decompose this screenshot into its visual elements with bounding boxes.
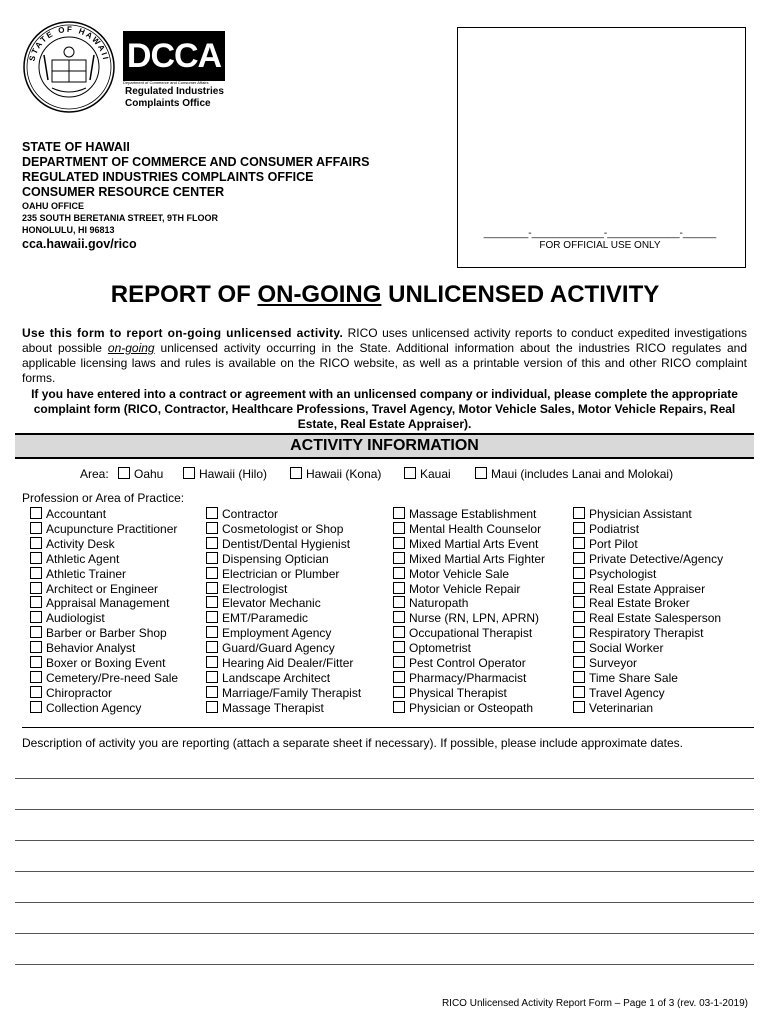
- profession-label-text: Mixed Martial Arts Event: [409, 536, 539, 551]
- checkbox[interactable]: [206, 701, 218, 713]
- checkbox[interactable]: [30, 507, 42, 519]
- profession-option[interactable]: [393, 537, 545, 552]
- checkbox[interactable]: [30, 567, 42, 579]
- intro-bold: Use this form to report on-going unlicensed activity.: [22, 326, 344, 340]
- profession-option[interactable]: [393, 582, 545, 597]
- office-line: OAHU OFFICE: [22, 201, 84, 211]
- section-header: ACTIVITY INFORMATION: [15, 433, 754, 459]
- profession-label-text: Mental Health Counselor: [409, 521, 542, 536]
- checkbox[interactable]: [30, 611, 42, 623]
- checkbox[interactable]: [206, 582, 218, 594]
- profession-option[interactable]: [30, 701, 178, 716]
- seal-icon: [22, 20, 116, 114]
- area-option-hilo[interactable]: [183, 467, 267, 482]
- profession-option[interactable]: [30, 522, 178, 537]
- title-suffix: UNLICENSED ACTIVITY: [381, 281, 660, 308]
- checkbox[interactable]: [393, 552, 405, 564]
- profession-option[interactable]: [206, 596, 361, 611]
- checkbox[interactable]: [206, 537, 218, 549]
- profession-option[interactable]: [573, 671, 723, 686]
- area-option-kauai[interactable]: [404, 467, 451, 482]
- agency-line: DEPARTMENT OF COMMERCE AND CONSUMER AFFAIRS: [22, 155, 370, 169]
- profession-label-text: Hearing Aid Dealer/Fitter: [222, 656, 354, 671]
- profession-label-text: Appraisal Management: [46, 596, 170, 611]
- agency-line: CONSUMER RESOURCE CENTER: [22, 185, 225, 199]
- checkbox[interactable]: [393, 671, 405, 683]
- area-option-kona[interactable]: [290, 467, 381, 482]
- profession-label-text: Contractor: [222, 507, 279, 521]
- profession-label-text: Occupational Therapist: [409, 626, 533, 641]
- profession-option[interactable]: [573, 596, 723, 611]
- profession-label-text: Pharmacy/Pharmacist: [409, 670, 527, 685]
- description-line[interactable]: [15, 964, 754, 965]
- checkbox[interactable]: [573, 567, 585, 579]
- area-option-label: Maui (includes Lanai and Molokai): [491, 467, 674, 481]
- profession-label-text: Physician or Osteopath: [409, 700, 534, 715]
- checkbox[interactable]: [573, 671, 585, 683]
- checkbox[interactable]: [393, 701, 405, 713]
- profession-label-text: Real Estate Appraiser: [589, 581, 706, 596]
- description-line[interactable]: [15, 809, 754, 810]
- profession-option[interactable]: [206, 537, 361, 552]
- profession-option[interactable]: [393, 701, 545, 716]
- checkbox[interactable]: [206, 641, 218, 653]
- profession-option[interactable]: [393, 596, 545, 611]
- checkbox[interactable]: [393, 611, 405, 623]
- profession-column: [573, 507, 723, 716]
- checkbox[interactable]: [183, 467, 195, 479]
- website-link[interactable]: cca.hawaii.gov/rico: [22, 237, 137, 251]
- profession-label-text: Cemetery/Pre-need Sale: [46, 670, 179, 685]
- profession-label-text: Massage Therapist: [222, 700, 324, 715]
- profession-label-text: Athletic Agent: [46, 551, 120, 566]
- profession-option[interactable]: [30, 626, 178, 641]
- intro-text: unlicensed activity occurring in the State. Additional information about the industries RICO regulates and applicable licensing laws and rules is available on the RICO website, as well as a printable version of this and other RICO complaint forms.: [22, 341, 748, 385]
- checkbox[interactable]: [393, 567, 405, 579]
- profession-label-text: Travel Agency: [589, 685, 665, 700]
- area-option-label: Kauai: [420, 467, 451, 481]
- profession-option[interactable]: [206, 567, 361, 582]
- profession-option[interactable]: [206, 522, 361, 537]
- description-line[interactable]: [15, 933, 754, 934]
- profession-option[interactable]: [573, 567, 723, 582]
- checkbox[interactable]: [393, 522, 405, 534]
- profession-label-text: Accountant: [46, 507, 107, 521]
- profession-label-text: Real Estate Salesperson: [589, 611, 722, 626]
- profession-label-text: Mixed Martial Arts Fighter: [409, 551, 546, 566]
- official-use-number-line: ________-_____________-_____________-______: [483, 228, 717, 239]
- checkbox[interactable]: [573, 582, 585, 594]
- area-option-label: Oahu: [134, 467, 164, 481]
- profession-label-text: Elevator Mechanic: [222, 596, 321, 611]
- profession-option[interactable]: [30, 656, 178, 671]
- profession-label-text: Dispensing Optician: [222, 551, 329, 566]
- area-option-label: Hawaii (Kona): [306, 467, 382, 481]
- checkbox[interactable]: [393, 537, 405, 549]
- checkbox[interactable]: [393, 596, 405, 608]
- profession-label-text: Cosmetologist or Shop: [222, 521, 344, 536]
- profession-label-text: Physician Assistant: [589, 507, 692, 521]
- profession-column: [393, 507, 545, 716]
- profession-label-text: Athletic Trainer: [46, 566, 127, 581]
- profession-option[interactable]: [393, 552, 545, 567]
- profession-option[interactable]: [393, 626, 545, 641]
- profession-option[interactable]: [206, 701, 361, 716]
- profession-column: [206, 507, 361, 716]
- profession-label-text: Landscape Architect: [222, 670, 331, 685]
- profession-option[interactable]: [206, 552, 361, 567]
- description-line[interactable]: [15, 902, 754, 903]
- profession-option[interactable]: [573, 686, 723, 701]
- checkbox[interactable]: [573, 686, 585, 698]
- checkbox[interactable]: [573, 596, 585, 608]
- emphasis-paragraph: If you have entered into a contract or agreement with an unlicensed company or individual, please complete the appropriate complaint form (RICO, Contractor, Healthcare Professions, Travel Agency, Motor Vehicle Sales, Motor Vehicle Repairs, Real Estate, Real Estate Appraiser).: [31, 387, 738, 431]
- description-line[interactable]: [15, 871, 754, 872]
- checkbox[interactable]: [573, 522, 585, 534]
- area-option-oahu[interactable]: [118, 467, 163, 482]
- checkbox[interactable]: [290, 467, 302, 479]
- profession-option[interactable]: [30, 507, 178, 522]
- checkbox[interactable]: [30, 537, 42, 549]
- profession-label-text: Electrologist: [222, 581, 288, 596]
- logo-department: Department of Commerce and Consumer Affairs: [123, 80, 209, 85]
- profession-label-text: Podiatrist: [589, 521, 640, 536]
- profession-option[interactable]: [393, 641, 545, 656]
- profession-label-text: Guard/Guard Agency: [222, 641, 335, 656]
- profession-label-text: Employment Agency: [222, 626, 332, 641]
- profession-label-text: Massage Establishment: [409, 507, 537, 521]
- profession-option[interactable]: [573, 537, 723, 552]
- checkbox[interactable]: [30, 686, 42, 698]
- profession-option[interactable]: [393, 611, 545, 626]
- profession-label-text: Respiratory Therapist: [589, 626, 704, 641]
- profession-label-text: Nurse (RN, LPN, APRN): [409, 611, 540, 626]
- profession-label-text: Collection Agency: [46, 700, 142, 715]
- page-footer: RICO Unlicensed Activity Report Form – Page 1 of 3 (rev. 03-1-2019): [441, 998, 748, 1009]
- checkbox[interactable]: [206, 611, 218, 623]
- office-line: 235 SOUTH BERETANIA STREET, 9TH FLOOR: [22, 213, 219, 223]
- checkbox[interactable]: [393, 686, 405, 698]
- profession-option[interactable]: [393, 567, 545, 582]
- profession-option[interactable]: [206, 507, 361, 522]
- checkbox[interactable]: [30, 641, 42, 653]
- agency-address-block: [22, 140, 442, 252]
- profession-label-text: Chiropractor: [46, 685, 113, 700]
- profession-column: [30, 507, 178, 716]
- profession-label-text: Dentist/Dental Hygienist: [222, 536, 351, 551]
- profession-label-text: Physical Therapist: [409, 685, 507, 700]
- profession-label: Profession or Area of Practice:: [22, 491, 185, 505]
- profession-option[interactable]: [30, 641, 178, 656]
- profession-option[interactable]: [206, 671, 361, 686]
- intro-italic: on-going: [107, 341, 155, 355]
- area-option-label: Hawaii (Hilo): [199, 467, 268, 481]
- profession-label-text: Private Detective/Agency: [589, 551, 724, 566]
- profession-option[interactable]: [573, 626, 723, 641]
- profession-label-text: Behavior Analyst: [46, 641, 136, 656]
- state-seal: [22, 20, 116, 114]
- profession-label-text: Motor Vehicle Sale: [409, 566, 510, 581]
- profession-label-text: Electrician or Plumber: [222, 566, 340, 581]
- checkbox[interactable]: [118, 467, 130, 479]
- profession-label-text: Naturopath: [409, 596, 469, 611]
- logo-subtitle-line: Regulated Industries: [125, 86, 224, 97]
- office-line: HONOLULU, HI 96813: [22, 225, 115, 235]
- checkbox[interactable]: [206, 522, 218, 534]
- profession-option[interactable]: [393, 507, 545, 522]
- checkbox[interactable]: [206, 656, 218, 668]
- checkbox[interactable]: [573, 611, 585, 623]
- checkbox[interactable]: [30, 626, 42, 638]
- profession-option[interactable]: [393, 671, 545, 686]
- profession-label-text: Marriage/Family Therapist: [222, 685, 362, 700]
- checkbox[interactable]: [573, 507, 585, 519]
- profession-option[interactable]: [206, 686, 361, 701]
- description-line[interactable]: [15, 840, 754, 841]
- checkbox[interactable]: [393, 626, 405, 638]
- profession-option[interactable]: [206, 611, 361, 626]
- dcca-logo: [123, 31, 225, 81]
- checkbox[interactable]: [573, 552, 585, 564]
- checkbox[interactable]: [30, 671, 42, 683]
- svg-text:STATE OF HAWAII: STATE OF HAWAII: [27, 24, 111, 63]
- profession-label-text: Boxer or Boxing Event: [46, 656, 166, 671]
- description-line[interactable]: [15, 778, 754, 779]
- logo-subtitle: [125, 86, 235, 110]
- profession-option[interactable]: [206, 582, 361, 597]
- profession-label-text: Veterinarian: [589, 700, 654, 715]
- profession-label-text: Acupuncture Practitioner: [46, 521, 178, 536]
- checkbox[interactable]: [475, 467, 487, 479]
- checkbox[interactable]: [206, 596, 218, 608]
- checkbox[interactable]: [206, 671, 218, 683]
- checkbox[interactable]: [30, 596, 42, 608]
- profession-label-text: Pest Control Operator: [409, 656, 526, 671]
- profession-label-text: Psychologist: [589, 566, 657, 581]
- checkbox[interactable]: [206, 567, 218, 579]
- profession-option[interactable]: [206, 656, 361, 671]
- official-use-label: FOR OFFICIAL USE ONLY: [539, 240, 661, 251]
- profession-label-text: EMT/Paramedic: [222, 611, 309, 626]
- checkbox[interactable]: [30, 656, 42, 668]
- agency-line: REGULATED INDUSTRIES COMPLAINTS OFFICE: [22, 170, 314, 184]
- profession-option[interactable]: [573, 507, 723, 522]
- checkbox[interactable]: [393, 656, 405, 668]
- title-prefix: REPORT OF: [110, 281, 258, 308]
- profession-option[interactable]: [30, 671, 178, 686]
- checkbox[interactable]: [573, 656, 585, 668]
- logo-text: DCCA: [126, 36, 222, 75]
- intro-text: RICO uses unlicensed activity reports to conduct expedited investigations about possible: [22, 326, 747, 355]
- profession-label-text: Social Worker: [589, 641, 664, 656]
- checkbox[interactable]: [30, 522, 42, 534]
- profession-label-text: Surveyor: [589, 656, 638, 671]
- checkbox[interactable]: [206, 686, 218, 698]
- checkbox[interactable]: [30, 582, 42, 594]
- checkbox[interactable]: [393, 582, 405, 594]
- profession-option[interactable]: [30, 686, 178, 701]
- profession-label-text: Port Pilot: [589, 536, 638, 551]
- profession-label-text: Architect or Engineer: [46, 581, 159, 596]
- checkbox[interactable]: [573, 701, 585, 713]
- profession-option[interactable]: [206, 641, 361, 656]
- profession-label-text: Optometrist: [409, 641, 472, 656]
- profession-option[interactable]: [30, 537, 178, 552]
- checkbox[interactable]: [393, 507, 405, 519]
- profession-label-text: Barber or Barber Shop: [46, 626, 167, 641]
- checkbox[interactable]: [393, 641, 405, 653]
- profession-label-text: Activity Desk: [46, 536, 115, 551]
- profession-label-text: Audiologist: [46, 611, 105, 626]
- profession-option[interactable]: [573, 701, 723, 716]
- profession-option[interactable]: [30, 567, 178, 582]
- checkbox[interactable]: [573, 537, 585, 549]
- intro-paragraph: [22, 326, 747, 386]
- profession-option[interactable]: [393, 656, 545, 671]
- checkbox[interactable]: [30, 701, 42, 713]
- logo-subtitle-line: Complaints Office: [125, 98, 211, 109]
- area-option-maui[interactable]: [475, 467, 673, 482]
- profession-option[interactable]: [30, 611, 178, 626]
- title-underlined: ON-GOING: [257, 281, 382, 308]
- checkbox[interactable]: [206, 507, 218, 519]
- profession-option[interactable]: [30, 552, 178, 567]
- page-title: [0, 281, 770, 309]
- profession-option[interactable]: [573, 582, 723, 597]
- divider: [22, 727, 754, 728]
- profession-label-text: Real Estate Broker: [589, 596, 690, 611]
- profession-option[interactable]: [393, 686, 545, 701]
- profession-option[interactable]: [573, 522, 723, 537]
- area-label: Area:: [80, 467, 109, 481]
- checkbox[interactable]: [206, 626, 218, 638]
- profession-label-text: Time Share Sale: [589, 670, 678, 685]
- checkbox[interactable]: [404, 467, 416, 479]
- profession-option[interactable]: [573, 641, 723, 656]
- checkbox[interactable]: [573, 641, 585, 653]
- agency-line: STATE OF HAWAII: [22, 140, 130, 154]
- profession-option[interactable]: [573, 552, 723, 567]
- description-label: Description of activity you are reporting (attach a separate sheet if necessary). If possible, please include approximate dates.: [22, 736, 684, 750]
- profession-option[interactable]: [30, 596, 178, 611]
- profession-label-text: Motor Vehicle Repair: [409, 581, 521, 596]
- checkbox[interactable]: [30, 552, 42, 564]
- profession-option[interactable]: [393, 522, 545, 537]
- checkbox[interactable]: [573, 626, 585, 638]
- profession-option[interactable]: [206, 626, 361, 641]
- profession-option[interactable]: [573, 611, 723, 626]
- profession-option[interactable]: [30, 582, 178, 597]
- profession-option[interactable]: [573, 656, 723, 671]
- checkbox[interactable]: [206, 552, 218, 564]
